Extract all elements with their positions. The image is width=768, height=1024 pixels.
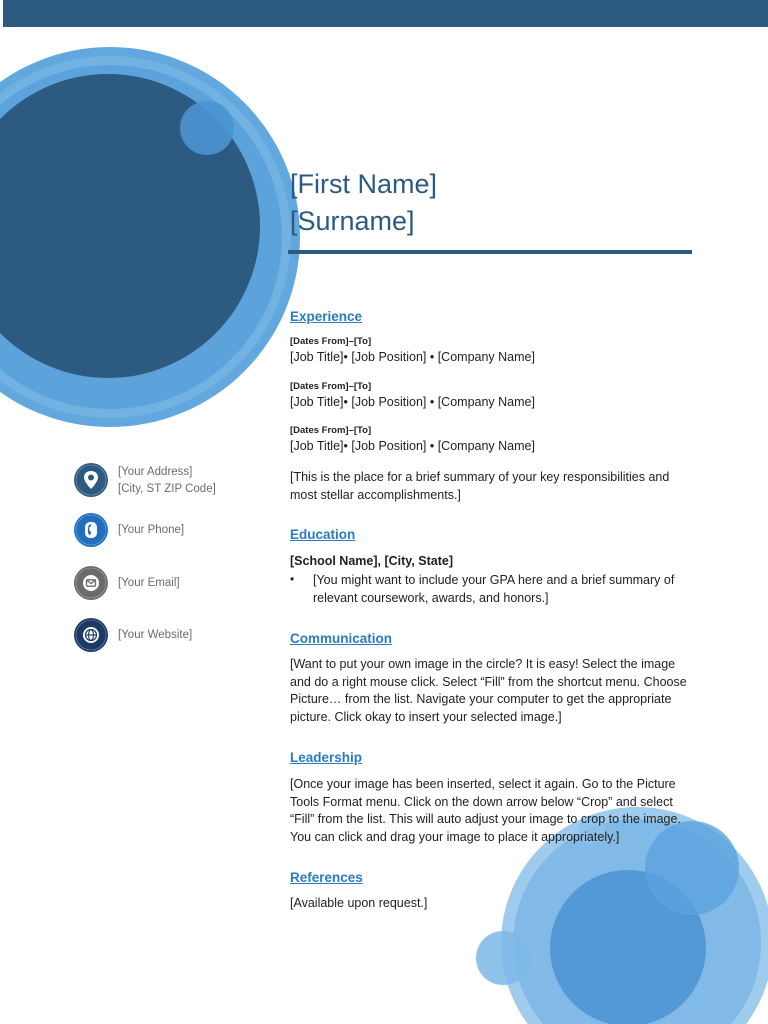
education-school[interactable]: [School Name], [City, State] <box>290 554 453 568</box>
name-block <box>290 166 437 240</box>
contact-website[interactable]: [Your Website] <box>118 629 193 641</box>
references-heading[interactable]: References <box>290 870 363 885</box>
name-divider <box>288 250 692 254</box>
address-line-2[interactable]: [City, ST ZIP Code] <box>118 482 216 495</box>
education-bullet-text[interactable]: [You might want to include your GPA here and a brief summary of relevant coursework, awards, and honors.] <box>313 573 675 605</box>
experience-dates-3[interactable]: [Dates From]–[To] <box>290 425 372 436</box>
communication-heading[interactable]: Communication <box>290 631 393 646</box>
leadership-heading[interactable]: Leadership <box>290 750 363 765</box>
leadership-text[interactable]: [Once your image has been inserted, select it again. Go to the Picture Tools Format menu. Click on the down arrow below “Crop” and select “Fill” from the list. This will auto adjust your image to crop to the image. You can click and drag your image to place it appropriately.] <box>290 777 681 844</box>
communication-text[interactable]: [Want to put your own image in the circle? It is easy! Select the image and do a right mouse click. Select “Fill” from the shortcut menu. Choose Picture… from the list. Navigate your computer to get the appropriate picture. Click okay to insert your selected image.] <box>290 657 687 724</box>
small-accent-circle <box>180 101 234 155</box>
experience-summary[interactable]: [This is the place for a brief summary of your key responsibilities and most stellar accomplishments.] <box>290 470 670 502</box>
email-icon <box>74 566 108 600</box>
experience-job-3[interactable]: [Job Title]• [Job Position] • [Company Name] <box>290 439 535 453</box>
location-pin-icon <box>74 463 108 497</box>
surname[interactable]: [Surname] <box>290 206 415 236</box>
references-text[interactable]: [Available upon request.] <box>290 896 428 910</box>
experience-heading[interactable]: Experience <box>290 309 363 324</box>
contact-phone[interactable]: [Your Phone] <box>118 524 185 536</box>
contact-address <box>118 464 216 497</box>
experience-job-2[interactable]: [Job Title]• [Job Position] • [Company Name] <box>290 395 535 409</box>
bottom-ring-tiny <box>476 931 530 985</box>
website-icon <box>74 618 108 652</box>
experience-job-1[interactable]: [Job Title]• [Job Position] • [Company Name] <box>290 350 535 364</box>
contact-email[interactable]: [Your Email] <box>118 577 180 589</box>
first-name[interactable]: [First Name] <box>290 169 438 199</box>
address-line-1[interactable]: [Your Address] <box>118 466 193 478</box>
education-heading[interactable]: Education <box>290 527 356 542</box>
phone-icon <box>74 513 108 547</box>
bullet-icon: • <box>290 572 295 586</box>
experience-dates-2[interactable]: [Dates From]–[To] <box>290 381 372 392</box>
experience-dates-1[interactable]: [Dates From]–[To] <box>290 336 372 347</box>
